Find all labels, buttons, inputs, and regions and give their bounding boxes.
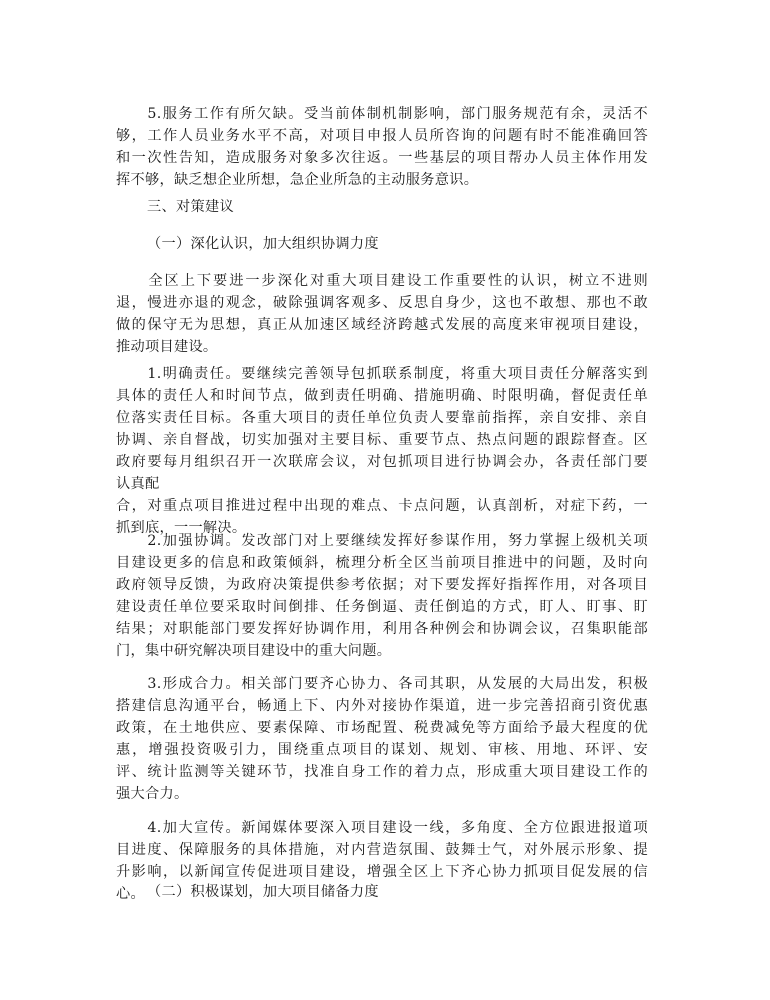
text-line: 心。 bbox=[116, 886, 145, 902]
text-line: 认真配 bbox=[116, 476, 160, 492]
text-line: 建设责任单位要采取时间倒排、任务倒逼、责任倒追的方式，盯人、盯事、盯 bbox=[116, 599, 648, 615]
text-line: 政府领导反馈，为政府决策提供参考依据；对下要发挥好指挥作用，对各项目 bbox=[116, 577, 648, 593]
text-line: 合，对重点项目推进过程中出现的难点、卡点问题，认真剖析，对症下药，一 bbox=[116, 498, 648, 514]
text-line: 协调、亲自督战，切实加强对主要目标、重要节点、热点问题的跟踪督查。区 bbox=[116, 432, 648, 448]
text-line: 5.服务工作有所欠缺。受当前体制机制影响，部门服务规范有余，灵活不 bbox=[116, 106, 648, 122]
paragraph-coordination bbox=[116, 530, 648, 662]
text-line: 评、统计监测等关键环节，找准自身工作的着力点，形成重大项目建设工作的 bbox=[116, 764, 648, 780]
text-line: 退，慢进亦退的观念，破除强调客观多、反思自身少，这也不敢想、那也不敢 bbox=[116, 295, 648, 311]
paragraph-synergy bbox=[116, 673, 648, 805]
text-line: 具体的责任人和时间节点，做到责任明确、措施明确、时限明确，督促责任单 bbox=[116, 388, 648, 404]
text-line: 目建设更多的信息和政策倾斜，梳理分析全区当前项目推进中的问题，及时向 bbox=[116, 555, 648, 571]
text-line: 目进度、保障服务的具体措施，对内营造氛围、鼓舞士气，对外展示形象、提 bbox=[116, 842, 648, 858]
text-line: 政策，在土地供应、要素保障、市场配置、税费减免等方面给予最大程度的优 bbox=[116, 720, 648, 736]
text-line: 推动项目建设。 bbox=[116, 339, 218, 355]
text-line: 全区上下要进一步深化对重大项目建设工作重要性的认识，树立不进则 bbox=[116, 273, 648, 289]
text-line: 强大合力。 bbox=[116, 786, 189, 802]
subsection-title: （一）深化认识，加大组织协调力度 bbox=[147, 236, 379, 252]
text-line: 1.明确责任。要继续完善领导包抓联系制度，将重大项目责任分解落实到 bbox=[116, 366, 648, 382]
text-line: 2.加强协调。发改部门对上要继续发挥好参谋作用，努力掌握上级机关项 bbox=[116, 533, 648, 549]
subsection-title: （二）积极谋划，加大项目储备力度 bbox=[147, 884, 379, 900]
text-line: 升影响，以新闻宣传促进项目建设，增强全区上下齐心协力抓项目促发展的信 bbox=[116, 864, 648, 880]
section-title: 三、对策建议 bbox=[147, 199, 234, 215]
paragraph-intro bbox=[116, 270, 648, 358]
text-line: 和一次性告知，造成服务对象多次往返。一些基层的项目帮办人员主体作用发 bbox=[116, 150, 648, 166]
text-line: 4.加大宣传。新闻媒体要深入项目建设一线，多角度、全方位跟进报道项 bbox=[116, 820, 648, 836]
paragraph-responsibility bbox=[116, 363, 648, 539]
text-line: 够，工作人员业务水平不高，对项目申报人员所咨询的问题有时不能准确回答 bbox=[116, 128, 648, 144]
text-line: 结果；对职能部门要发挥好协调作用，利用各种例会和协调会议，召集职能部 bbox=[116, 621, 648, 637]
text-line: 搭建信息沟通平台，畅通上下、内外对接协作渠道，进一步完善招商引资优惠 bbox=[116, 698, 648, 714]
text-line: 门，集中研究解决项目建设中的重大问题。 bbox=[116, 643, 392, 659]
text-line: 做的保守无为思想，真正从加速区域经济跨越式发展的高度来审视项目建设， bbox=[116, 317, 648, 333]
text-line: 惠，增强投资吸引力，围绕重点项目的谋划、规划、审核、用地、环评、安 bbox=[116, 742, 648, 758]
text-line: 3.形成合力。相关部门要齐心协力、各司其职，从发展的大局出发，积极 bbox=[116, 676, 648, 692]
text-line: 政府要每月组织召开一次联席会议，对包抓项目进行协调会办，各责任部门要 bbox=[116, 454, 648, 470]
paragraph-service-issue bbox=[116, 103, 648, 191]
text-line: 抓到底，一一解决。 bbox=[116, 520, 247, 536]
text-line: 位落实责任目标。各重大项目的责任单位负责人要靠前指挥，亲自安排、亲自 bbox=[116, 410, 648, 426]
text-line: 挥不够，缺乏想企业所想，急企业所急的主动服务意识。 bbox=[116, 172, 479, 188]
